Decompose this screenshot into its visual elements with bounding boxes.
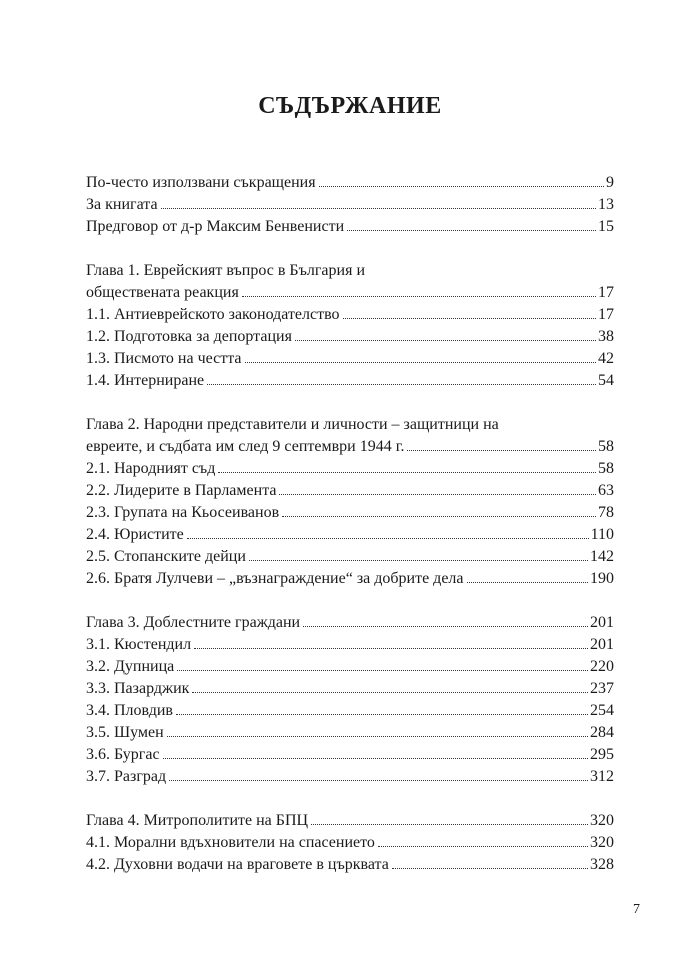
toc-entry-label: 3.2. Дупница <box>86 658 175 675</box>
dot-leader <box>295 340 596 341</box>
toc-entry-label: 1.1. Антиеврейското законодателство <box>86 306 340 323</box>
chapter-heading-entry[interactable] <box>86 810 614 832</box>
toc-entry-page: 58 <box>598 438 614 455</box>
dot-leader <box>467 582 588 583</box>
dot-leader <box>311 824 588 825</box>
chapter-heading: Глава 2. Народни представители и личности – защитници на <box>86 416 499 433</box>
toc-entry-page: 284 <box>590 724 614 741</box>
toc-entry-page: 201 <box>590 614 614 631</box>
toc-entry-label: евреите, и съдбата им след 9 септември 1944 г. <box>86 438 405 455</box>
toc-entry-page: 15 <box>598 218 614 235</box>
dot-leader <box>303 626 588 627</box>
toc-entry[interactable] <box>86 634 614 656</box>
toc-entry[interactable] <box>86 722 614 744</box>
toc-entry[interactable] <box>86 370 614 392</box>
toc-entry-label: За книгата <box>86 196 158 213</box>
toc-entry[interactable] <box>86 854 614 876</box>
toc-entry[interactable] <box>86 326 614 348</box>
toc-entry-page: 320 <box>590 834 614 851</box>
page-title: СЪДЪРЖАНИЕ <box>258 93 442 119</box>
toc-entry[interactable] <box>86 194 614 216</box>
toc-entry-page: 78 <box>598 504 614 521</box>
toc-entry-page: 54 <box>598 372 614 389</box>
toc-entry-label: 4.1. Морални вдъхновители на спасението <box>86 834 375 851</box>
toc-entry-label: 2.6. Братя Лулчеви – „възнаграждение“ за добрите дела <box>86 570 464 587</box>
dot-leader <box>343 318 596 319</box>
toc-entry-page: 17 <box>598 306 614 323</box>
toc-entry-label: 2.1. Народният съд <box>86 460 216 477</box>
dot-leader <box>282 516 596 517</box>
toc-entry[interactable] <box>86 216 614 238</box>
toc-entry-label: 3.6. Бургас <box>86 746 160 763</box>
toc-entry[interactable] <box>86 348 614 370</box>
dot-leader <box>169 780 588 781</box>
toc-entry-label: Предговор от д-р Максим Бенвенисти <box>86 218 345 235</box>
toc-entry-label: 1.2. Подготовка за депортация <box>86 328 292 345</box>
chapter-2-group <box>86 414 614 590</box>
table-of-contents <box>86 172 614 898</box>
dot-leader <box>242 296 596 297</box>
toc-entry-page: 142 <box>590 548 614 565</box>
toc-entry-page: 190 <box>590 570 614 587</box>
toc-entry-label: 2.4. Юристите <box>86 526 184 543</box>
toc-entry-page: 220 <box>590 658 614 675</box>
toc-entry-page: 38 <box>598 328 614 345</box>
dot-leader <box>249 560 588 561</box>
toc-entry[interactable] <box>86 700 614 722</box>
toc-entry[interactable] <box>86 480 614 502</box>
toc-entry-page: 237 <box>590 680 614 697</box>
toc-entry-page: 17 <box>598 284 614 301</box>
toc-entry-label: По-често използвани съкращения <box>86 174 316 191</box>
toc-entry[interactable] <box>86 458 614 480</box>
chapter-1-group <box>86 260 614 392</box>
dot-leader <box>187 538 589 539</box>
dot-leader <box>279 494 596 495</box>
toc-entry[interactable] <box>86 172 614 194</box>
dot-leader <box>378 846 588 847</box>
dot-leader <box>207 384 596 385</box>
chapter-heading-entry[interactable] <box>86 282 614 304</box>
toc-entry-label: 4.2. Духовни водачи на враговете в църквата <box>86 856 389 873</box>
front-matter-group <box>86 172 614 238</box>
toc-entry[interactable] <box>86 678 614 700</box>
page-number: 7 <box>633 902 640 917</box>
toc-entry-label: 3.7. Разград <box>86 768 167 785</box>
toc-entry-label: 2.2. Лидерите в Парламента <box>86 482 277 499</box>
toc-entry[interactable] <box>86 656 614 678</box>
toc-entry-label: 2.3. Групата на Кьосеиванов <box>86 504 280 521</box>
dot-leader <box>177 670 588 671</box>
dot-leader <box>167 736 588 737</box>
toc-entry-label: 1.3. Писмото на честта <box>86 350 242 367</box>
toc-entry[interactable] <box>86 568 614 590</box>
chapter-4-group <box>86 810 614 876</box>
toc-entry-label: 3.1. Кюстендил <box>86 636 192 653</box>
toc-entry-label: 3.4. Пловдив <box>86 702 173 719</box>
toc-entry-label: Глава 3. Доблестните граждани <box>86 614 301 631</box>
dot-leader <box>245 362 596 363</box>
dot-leader <box>319 186 604 187</box>
toc-entry[interactable] <box>86 832 614 854</box>
toc-entry-label: 3.3. Пазарджик <box>86 680 190 697</box>
toc-entry[interactable] <box>86 546 614 568</box>
toc-entry[interactable] <box>86 766 614 788</box>
toc-entry-page: 9 <box>606 174 614 191</box>
toc-entry-label: 2.5. Стопанските дейци <box>86 548 246 565</box>
toc-entry-page: 254 <box>590 702 614 719</box>
toc-entry-label: 1.4. Интерниране <box>86 372 205 389</box>
toc-entry-page: 58 <box>598 460 614 477</box>
toc-entry-label: 3.5. Шумен <box>86 724 164 741</box>
toc-entry-page: 295 <box>590 746 614 763</box>
dot-leader <box>161 208 596 209</box>
toc-entry-page: 201 <box>590 636 614 653</box>
dot-leader <box>192 692 588 693</box>
toc-entry-page: 320 <box>590 812 614 829</box>
toc-entry[interactable] <box>86 524 614 546</box>
toc-entry-page: 312 <box>590 768 614 785</box>
toc-entry-label: обществената реакция <box>86 284 239 301</box>
dot-leader <box>407 450 596 451</box>
dot-leader <box>194 648 588 649</box>
chapter-heading-entry[interactable] <box>86 612 614 634</box>
toc-entry-page: 328 <box>590 856 614 873</box>
toc-entry-label: Глава 4. Митрополитите на БПЦ <box>86 812 309 829</box>
dot-leader <box>392 868 588 869</box>
toc-entry-page: 13 <box>598 196 614 213</box>
toc-entry[interactable] <box>86 744 614 766</box>
dot-leader <box>176 714 588 715</box>
toc-entry-page: 42 <box>598 350 614 367</box>
dot-leader <box>347 230 596 231</box>
toc-entry[interactable] <box>86 502 614 524</box>
chapter-3-group <box>86 612 614 788</box>
chapter-heading: Глава 1. Еврейският въпрос в България и <box>86 262 365 279</box>
toc-entry-page: 63 <box>598 482 614 499</box>
toc-entry[interactable] <box>86 304 614 326</box>
dot-leader <box>163 758 588 759</box>
chapter-heading-entry[interactable] <box>86 436 614 458</box>
toc-entry-page: 110 <box>590 526 614 543</box>
dot-leader <box>218 472 596 473</box>
